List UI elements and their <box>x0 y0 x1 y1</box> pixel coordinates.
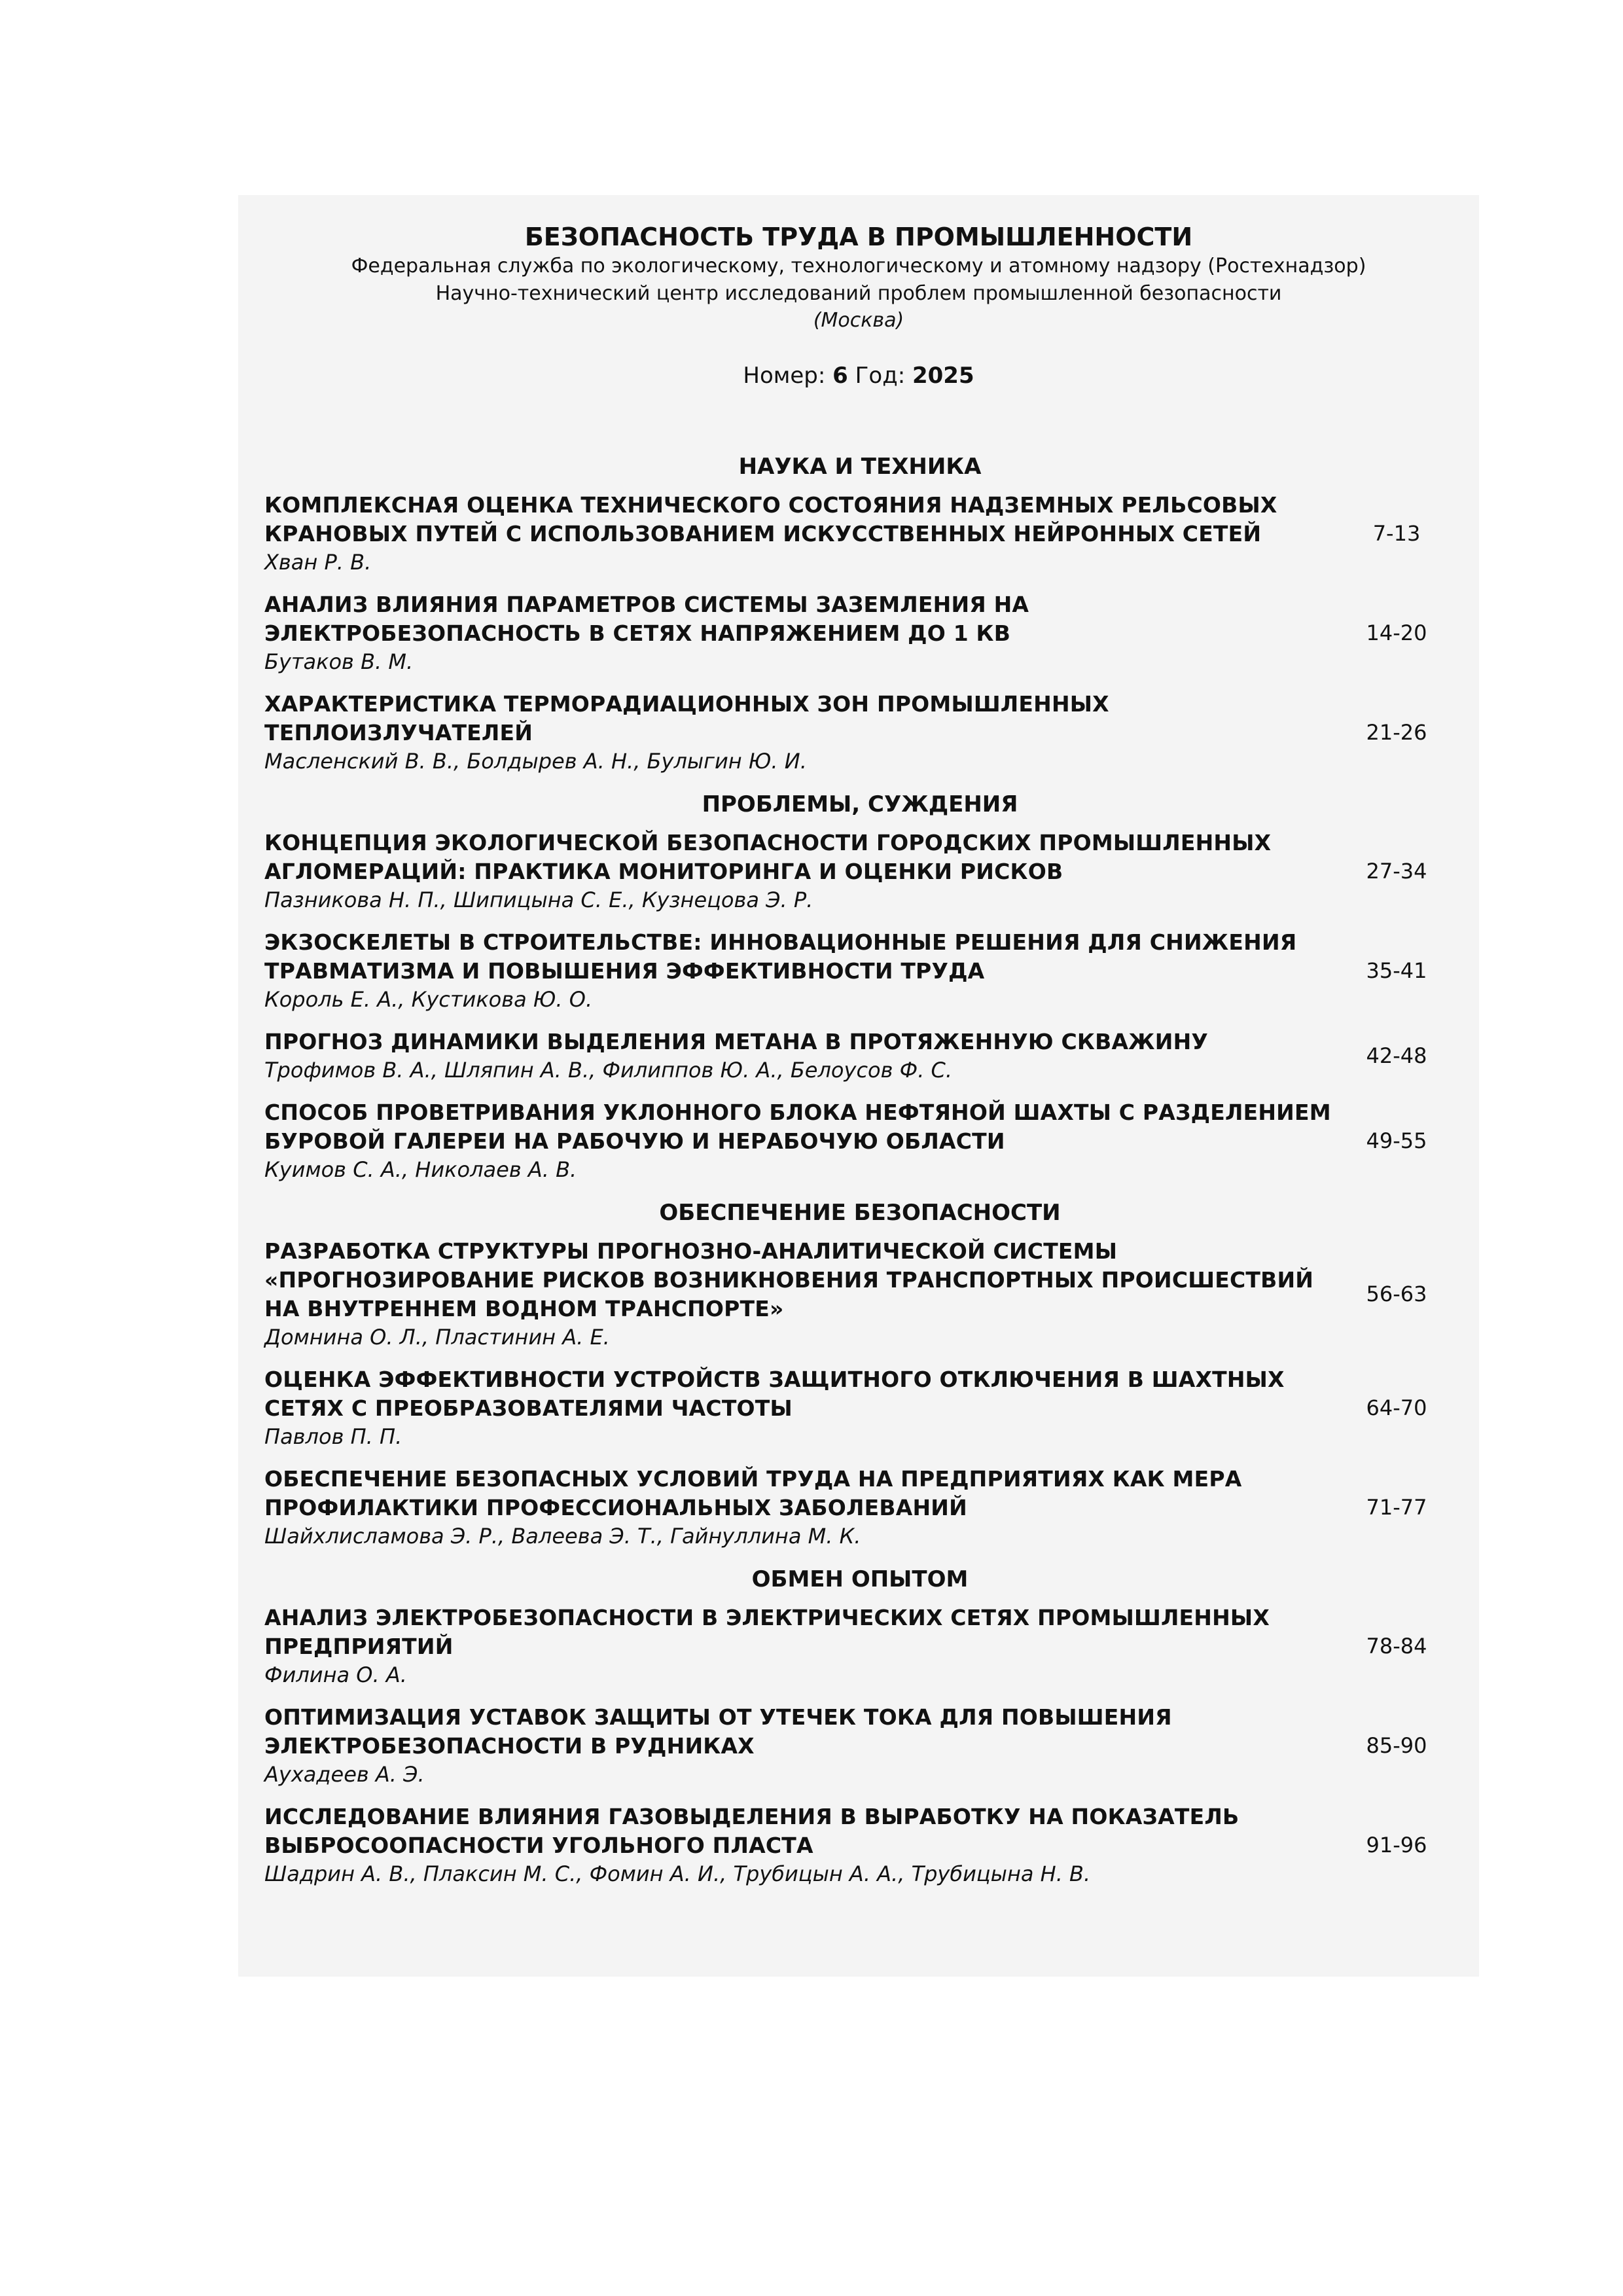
article-authors: Масленский В. В., Болдырев А. Н., Булыгин Ю. И. <box>264 749 807 774</box>
article-text <box>264 829 1338 914</box>
article-text <box>264 1098 1338 1183</box>
article-pages: 42-48 <box>1366 1043 1427 1068</box>
article-pages: 21-26 <box>1366 720 1427 745</box>
article-title-link[interactable]: РАЗРАБОТКА СТРУКТУРЫ ПРОГНОЗНО-АНАЛИТИЧЕСКОЙ СИСТЕМЫ «ПРОГНОЗИРОВАНИЕ РИСКОВ ВОЗНИКНОВЕНИЯ ТРАНСПОРТНЫХ ПРОИСШЕСТВИЙ НА ВНУТРЕННЕМ ВОДНОМ ТРАНСПОРТЕ» <box>264 1238 1314 1321</box>
article-text <box>264 1703 1338 1788</box>
article-authors: Куимов С. А., Николаев А. В. <box>264 1157 577 1182</box>
article-text <box>264 1365 1338 1450</box>
article-entry <box>264 1237 1455 1351</box>
article-pages: 14-20 <box>1366 620 1427 645</box>
article-pages: 49-55 <box>1366 1128 1427 1153</box>
article-entry <box>264 1098 1455 1183</box>
article-authors: Павлов П. П. <box>264 1424 402 1449</box>
article-authors: Король Е. А., Кустикова Ю. О. <box>264 987 593 1012</box>
table-of-contents <box>264 452 1455 1902</box>
article-entry <box>264 590 1455 675</box>
issue-info <box>238 360 1479 391</box>
article-entry <box>264 829 1455 914</box>
journal-title: БЕЗОПАСНОСТЬ ТРУДА В ПРОМЫШЛЕННОСТИ <box>524 223 1193 251</box>
toc-panel <box>238 195 1479 1977</box>
article-pages: 78-84 <box>1366 1634 1427 1659</box>
article-pages: 56-63 <box>1366 1282 1427 1306</box>
article-title-link[interactable]: ЭКЗОСКЕЛЕТЫ В СТРОИТЕЛЬСТВЕ: ИННОВАЦИОННЫЕ РЕШЕНИЯ ДЛЯ СНИЖЕНИЯ ТРАВМАТИЗМА И ПОВЫШЕНИЯ ЭФФЕКТИВНОСТИ ТРУДА <box>264 929 1297 984</box>
article-authors: Шайхлисламова Э. Р., Валеева Э. Т., Гайнуллина М. К. <box>264 1524 861 1549</box>
article-title-link[interactable]: ИССЛЕДОВАНИЕ ВЛИЯНИЯ ГАЗОВЫДЕЛЕНИЯ В ВЫРАБОТКУ НА ПОКАЗАТЕЛЬ ВЫБРОСООПАСНОСТИ УГОЛЬНОГО ПЛАСТА <box>264 1804 1240 1858</box>
article-authors: Филина О. А. <box>264 1662 407 1687</box>
article-entry <box>264 1465 1455 1550</box>
article-pages: 64-70 <box>1366 1395 1427 1420</box>
article-title-link[interactable]: КОМПЛЕКСНАЯ ОЦЕНКА ТЕХНИЧЕСКОГО СОСТОЯНИЯ НАДЗЕМНЫХ РЕЛЬСОВЫХ КРАНОВЫХ ПУТЕЙ С ИСПОЛЬЗОВАНИЕМ ИСКУССТВЕННЫХ НЕЙРОННЫХ СЕТЕЙ <box>264 492 1277 547</box>
article-title-link[interactable]: ХАРАКТЕРИСТИКА ТЕРМОРАДИАЦИОННЫХ ЗОН ПРОМЫШЛЕННЫХ ТЕПЛОИЗЛУЧАТЕЛЕЙ <box>264 691 1109 745</box>
article-text <box>264 1803 1338 1888</box>
publisher-line: Федеральная служба по экологическому, технологическому и атомному надзору (Ростехнадзор) <box>351 255 1366 278</box>
article-text <box>264 590 1338 675</box>
publisher-line-2: Научно-технический центр исследований проблем промышленной безопасности <box>435 282 1282 305</box>
article-text <box>264 1237 1338 1351</box>
article-entry <box>264 491 1455 576</box>
issue-label: Номер: <box>743 363 826 389</box>
article-authors: Трофимов В. А., Шляпин А. В., Филиппов Ю. А., Белоусов Ф. С. <box>264 1058 953 1083</box>
article-text <box>264 928 1338 1013</box>
article-authors: Домнина О. Л., Пластинин А. Е. <box>264 1325 610 1350</box>
article-entry <box>264 1604 1455 1689</box>
issue-number: 6 <box>832 363 848 389</box>
section-title: ОБЕСПЕЧЕНИЕ БЕЗОПАСНОСТИ <box>659 1200 1061 1226</box>
article-title-link[interactable]: ПРОГНОЗ ДИНАМИКИ ВЫДЕЛЕНИЯ МЕТАНА В ПРОТЯЖЕННУЮ СКВАЖИНУ <box>264 1029 1209 1054</box>
article-text <box>264 1028 1338 1084</box>
article-entry <box>264 1028 1455 1084</box>
issue-year: 2025 <box>912 363 974 389</box>
article-pages: 35-41 <box>1366 958 1427 983</box>
article-title-link[interactable]: АНАЛИЗ ВЛИЯНИЯ ПАРАМЕТРОВ СИСТЕМЫ ЗАЗЕМЛЕНИЯ НА ЭЛЕКТРОБЕЗОПАСНОСТЬ В СЕТЯХ НАПРЯЖЕНИЕМ ДО 1 КВ <box>264 592 1029 646</box>
article-title-link[interactable]: КОНЦЕПЦИЯ ЭКОЛОГИЧЕСКОЙ БЕЗОПАСНОСТИ ГОРОДСКИХ ПРОМЫШЛЕННЫХ АГЛОМЕРАЦИЙ: ПРАКТИКА МОНИТОРИНГА И ОЦЕНКИ РИСКОВ <box>264 830 1272 884</box>
year-label: Год: <box>855 363 906 389</box>
journal-header <box>238 221 1479 391</box>
article-entry <box>264 1365 1455 1450</box>
section-title: ПРОБЛЕМЫ, СУЖДЕНИЯ <box>702 791 1018 817</box>
article-pages: 91-96 <box>1366 1833 1427 1857</box>
article-text <box>264 690 1338 775</box>
article-authors: Пазникова Н. П., Шипицына С. Е., Кузнецова Э. Р. <box>264 888 813 912</box>
article-title-link[interactable]: ОПТИМИЗАЦИЯ УСТАВОК ЗАЩИТЫ ОТ УТЕЧЕК ТОКА ДЛЯ ПОВЫШЕНИЯ ЭЛЕКТРОБЕЗОПАСНОСТИ В РУДНИКАХ <box>264 1704 1172 1759</box>
article-entry <box>264 928 1455 1013</box>
article-title-link[interactable]: ОЦЕНКА ЭФФЕКТИВНОСТИ УСТРОЙСТВ ЗАЩИТНОГО ОТКЛЮЧЕНИЯ В ШАХТНЫХ СЕТЯХ С ПРЕОБРАЗОВАТЕЛЯМИ ЧАСТОТЫ <box>264 1367 1285 1421</box>
article-authors: Аухадеев А. Э. <box>264 1762 425 1787</box>
article-authors: Шадрин А. В., Плаксин М. С., Фомин А. И., Трубицын А. А., Трубицына Н. В. <box>264 1861 1091 1886</box>
article-entry <box>264 1803 1455 1888</box>
article-title-link[interactable]: СПОСОБ ПРОВЕТРИВАНИЯ УКЛОННОГО БЛОКА НЕФТЯНОЙ ШАХТЫ С РАЗДЕЛЕНИЕМ БУРОВОЙ ГАЛЕРЕИ НА РАБОЧУЮ И НЕРАБОЧУЮ ОБЛАСТИ <box>264 1100 1331 1154</box>
article-pages: 71-77 <box>1366 1495 1427 1520</box>
article-entry <box>264 690 1455 775</box>
article-entry <box>264 1703 1455 1788</box>
section-title: НАУКА И ТЕХНИКА <box>738 454 982 480</box>
article-title-link[interactable]: АНАЛИЗ ЭЛЕКТРОБЕЗОПАСНОСТИ В ЭЛЕКТРИЧЕСКИХ СЕТЯХ ПРОМЫШЛЕННЫХ ПРЕДПРИЯТИЙ <box>264 1605 1270 1659</box>
article-title-link[interactable]: ОБЕСПЕЧЕНИЕ БЕЗОПАСНЫХ УСЛОВИЙ ТРУДА НА ПРЕДПРИЯТИЯХ КАК МЕРА ПРОФИЛАКТИКИ ПРОФЕССИОНАЛЬНЫХ ЗАБОЛЕВАНИЙ <box>264 1466 1242 1520</box>
section-title: ОБМЕН ОПЫТОМ <box>751 1566 969 1592</box>
article-pages: 27-34 <box>1366 859 1427 884</box>
article-text <box>264 1604 1338 1689</box>
article-authors: Бутаков В. М. <box>264 649 414 674</box>
publisher-city: (Москва) <box>813 309 904 332</box>
article-text <box>264 1465 1338 1550</box>
article-pages: 7-13 <box>1372 521 1421 546</box>
article-pages: 85-90 <box>1366 1733 1427 1758</box>
article-authors: Хван Р. В. <box>264 550 372 575</box>
article-text <box>264 491 1338 576</box>
